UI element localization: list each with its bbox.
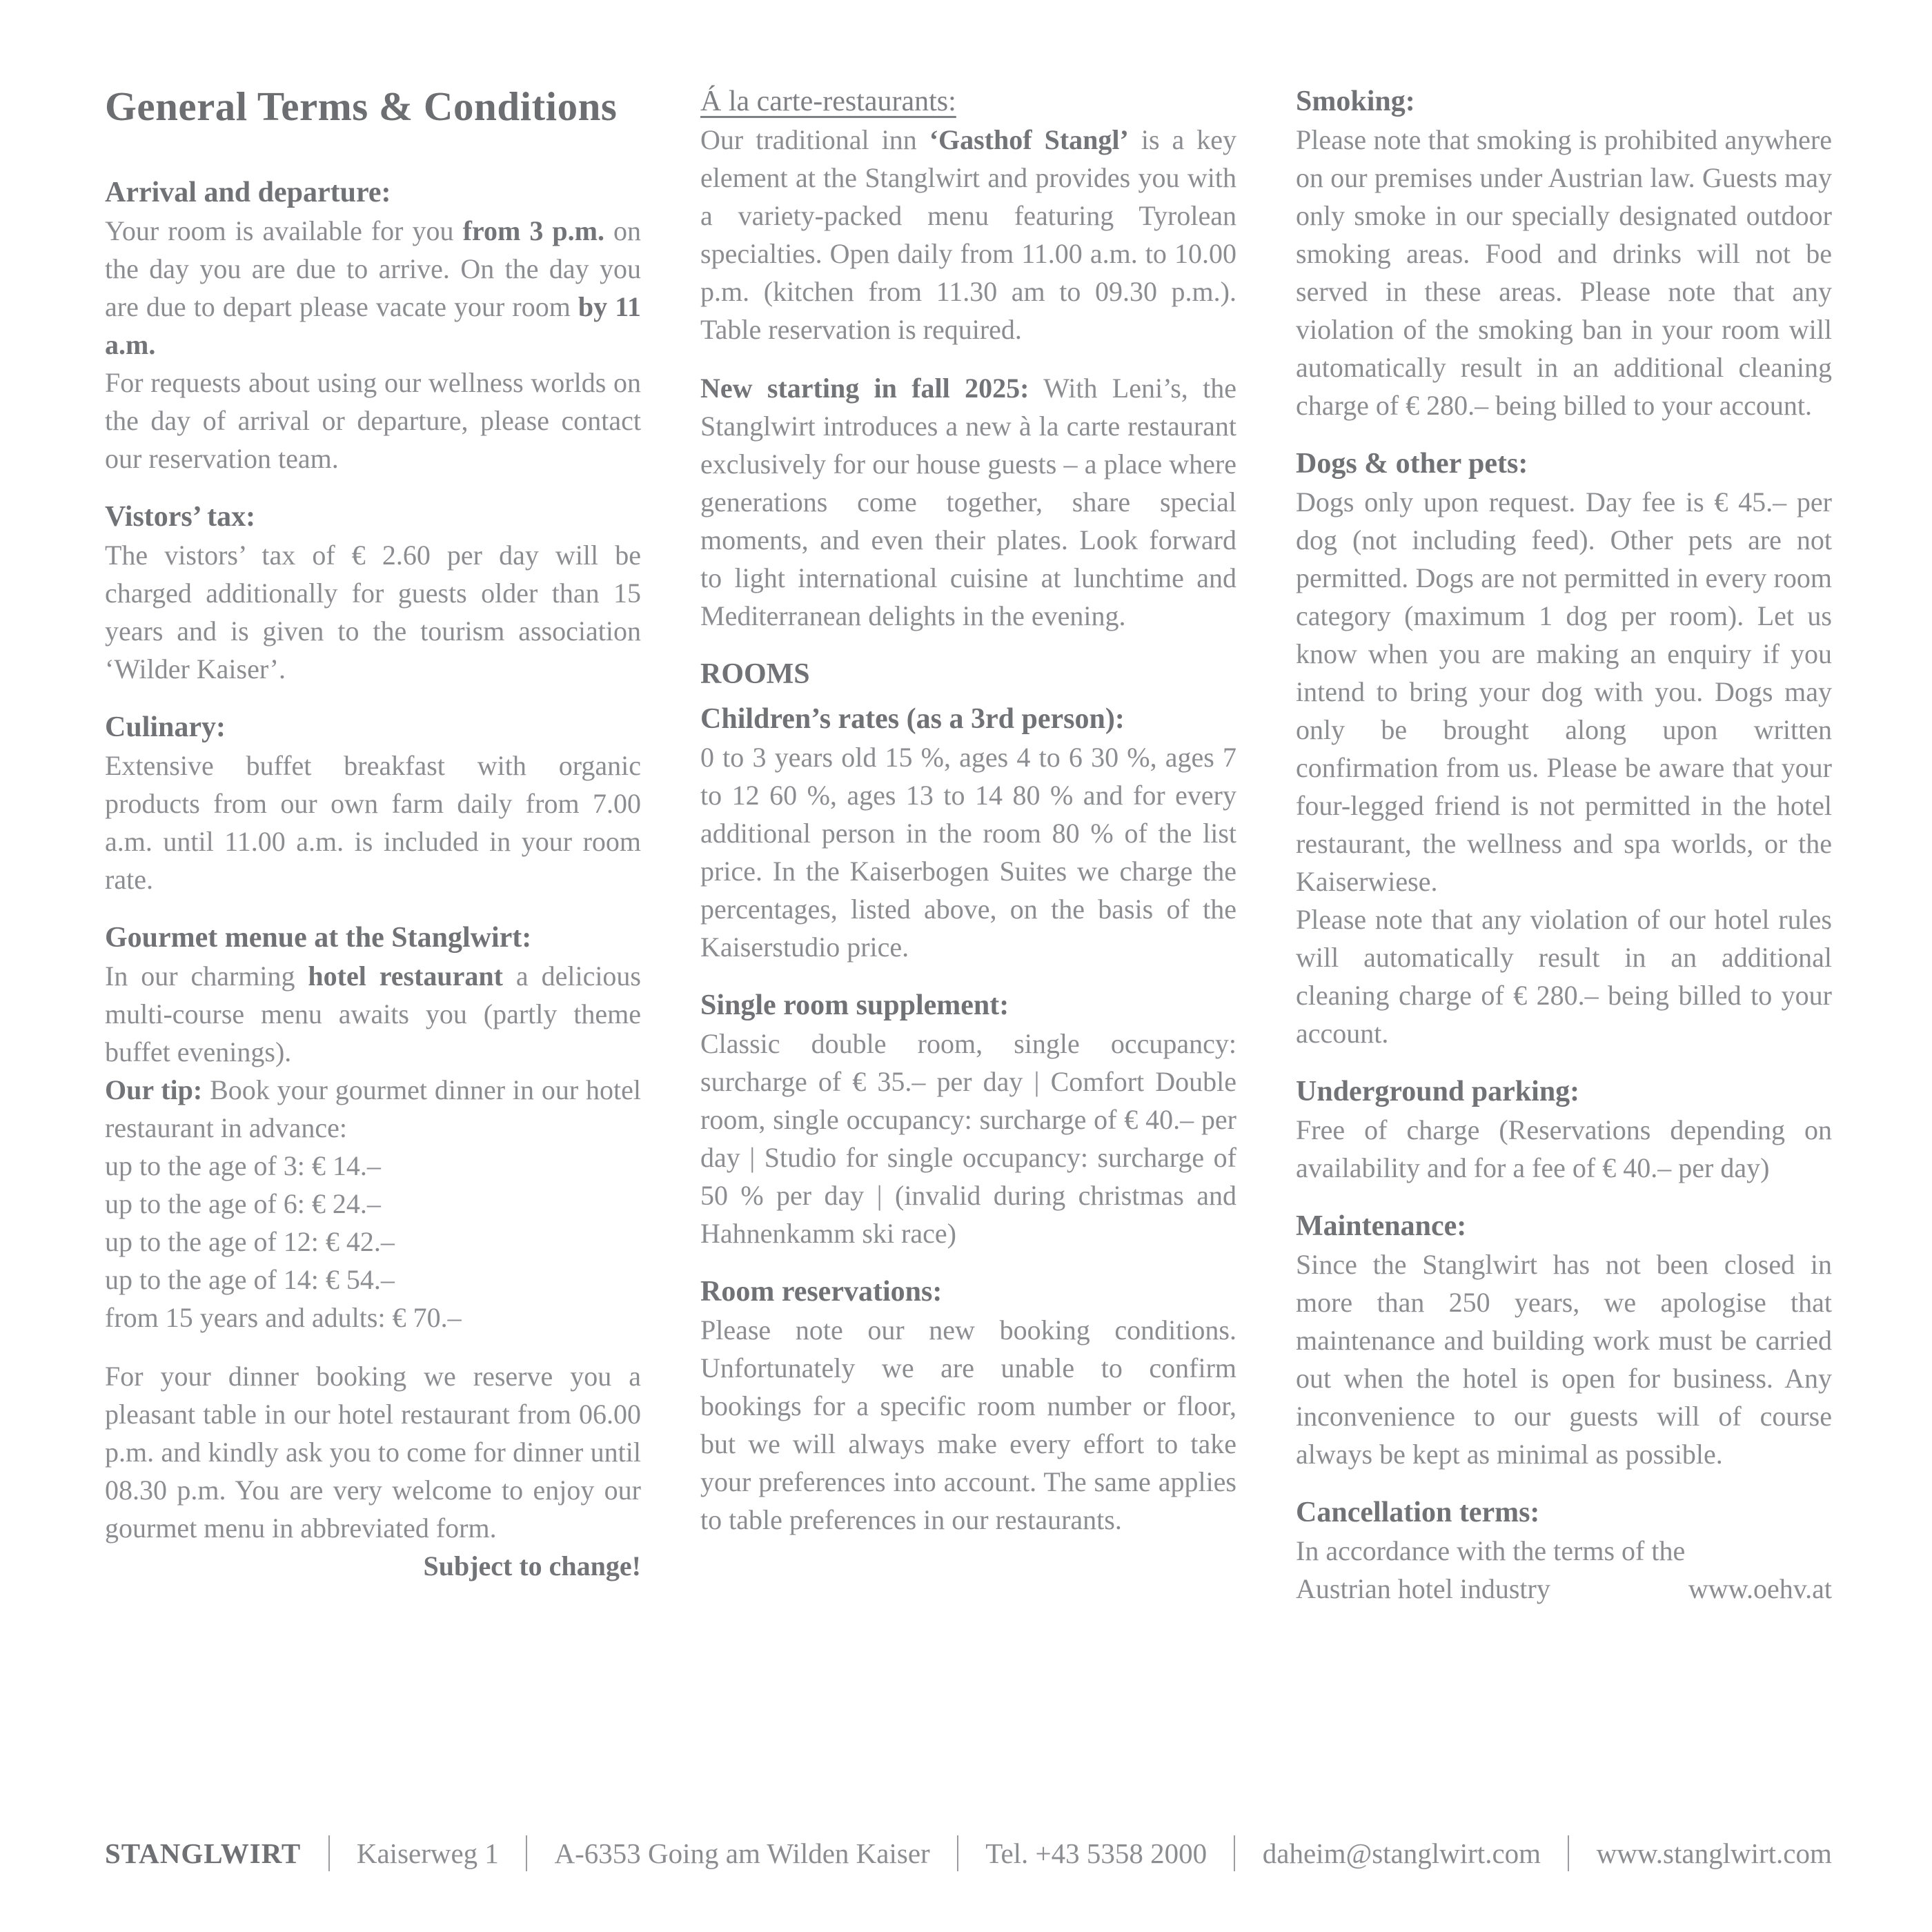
separator-bar xyxy=(526,1835,527,1871)
section-heading: Gourmet menue at the Stanglwirt: xyxy=(105,921,532,954)
terms-columns xyxy=(105,83,1832,1608)
section-heading-underlined: Á la carte-restaurants: xyxy=(700,86,956,117)
body-text: Dogs only upon request. Day fee is € 45.– per dog (not including feed). Other pets are not permitted. Dogs are not permitted in every room category (maximum 1 dog per room). Let us know when you are making an enquiry if you intend to bring your dog with you. Dogs may only be brought along upon written confirmation from us. Please be aware that your four-legged friend is not permitted in the hotel restaurant, the wellness and spa worlds, or the Kaiserwiese. xyxy=(1296,486,1832,897)
list-line: from 15 years and adults: € 70.– xyxy=(105,1301,462,1333)
body-text: Since the Stanglwirt has not been closed in more than 250 years, we apologise that maintenance and building work must be carried out when the hotel is open for business. Any inconvenience to our guests will of course always be kept as minimal as possible. xyxy=(1296,1249,1832,1470)
paragraph xyxy=(1296,483,1832,900)
paragraph xyxy=(700,738,1236,966)
paragraph xyxy=(700,1025,1236,1252)
separator-bar xyxy=(1568,1835,1569,1871)
body-text: Your room is available for you xyxy=(105,215,463,246)
bold-text: New starting in fall 2025: xyxy=(700,373,1029,404)
section-heading: Underground parking: xyxy=(1296,1076,1580,1107)
column-1 xyxy=(105,83,641,1608)
footer-phone: Tel. +43 5358 2000 xyxy=(985,1837,1208,1869)
footer-address-street: Kaiserweg 1 xyxy=(356,1837,499,1869)
bold-text: ‘Gasthof Stangl’ xyxy=(929,124,1129,155)
section-heading: Dogs & other pets: xyxy=(1296,448,1528,480)
paragraph xyxy=(1296,121,1832,424)
paragraph xyxy=(700,121,1236,348)
list-line: up to the age of 14: € 54.– xyxy=(105,1263,395,1295)
paragraph xyxy=(105,364,641,477)
paragraph xyxy=(700,369,1236,635)
body-text: Classic double room, single occupancy: surcharge of € 35.– per day | Comfort Double room, single occupancy: surcharge of € 40.– per day | Studio for single occupancy: surcharge of 50 % per day | (invalid during christmas and Hahnenkamm ski race) xyxy=(700,1028,1236,1249)
paragraph xyxy=(1296,1111,1832,1187)
section-heading: Maintenance: xyxy=(1296,1210,1467,1242)
body-text: 0 to 3 years old 15 %, ages 4 to 6 30 %, ages 7 to 12 60 %, ages 13 to 14 80 % and for every additional person in the room 80 % of the list price. In the Kaiserbogen Suites we charge the percentages, listed above, on the basis of the Kaiserstudio price. xyxy=(700,742,1236,963)
page-title: General Terms & Conditions xyxy=(105,83,618,129)
separator-bar xyxy=(957,1835,958,1871)
footer-website[interactable]: www.stanglwirt.com xyxy=(1596,1837,1832,1869)
list-line: up to the age of 12: € 42.– xyxy=(105,1225,395,1257)
section-heading: Cancellation terms: xyxy=(1296,1497,1540,1528)
split-line xyxy=(1296,1570,1832,1608)
paragraph xyxy=(105,212,641,364)
body-text: In our charming xyxy=(105,960,308,992)
section-heading: Culinary: xyxy=(105,711,226,743)
paragraph xyxy=(105,1071,641,1147)
bold-text: from 3 p.m. xyxy=(462,215,604,246)
bold-text: by 11 a.m. xyxy=(105,290,641,360)
section-heading: Room reservations: xyxy=(700,1276,943,1308)
section-heading: Vistors’ tax: xyxy=(105,500,256,533)
bold-text: hotel restaurant xyxy=(308,960,504,992)
list-line: up to the age of 3: € 14.– xyxy=(105,1150,381,1181)
body-text: on the day you are due to arrive. On the day you are due to depart please vacate your room xyxy=(105,215,642,322)
list-line: up to the age of 6: € 24.– xyxy=(105,1187,381,1219)
body-text: Please note that any violation of our hotel rules will automatically result in an additional cleaning charge of € 280.– being billed to your account. xyxy=(1296,904,1832,1049)
section-heading: ROOMS xyxy=(700,658,810,690)
body-text: is a key element at the Stanglwirt and provides you with a variety-packed menu featuring Tyrolean specialties. Open daily from 11.00 a.m. to 10.00 p.m. (kitchen from 11.30 am to 09.30 p.m.). Table reservation is required. xyxy=(700,124,1237,345)
body-text: Extensive buffet breakfast with organic products from our own farm daily from 7.00 a.m. until 11.00 a.m. is included in your room rate. xyxy=(105,749,641,895)
body-text: For requests about using our wellness worlds on the day of arrival or departure, please contact our reservation team. xyxy=(105,366,641,474)
body-text: Book your gourmet dinner in our hotel restaurant in advance: xyxy=(105,1074,642,1143)
body-text: The vistors’ tax of € 2.60 per day will be charged additionally for guests older than 15 years and is given to the tourism association ‘Wilder Kaiser’. xyxy=(105,539,641,684)
body-text: With Leni’s, the Stanglwirt introduces a new à la carte restaurant exclusively for our house guests – a place where generations come together, share special moments, and even their plates. Look forward to light international cuisine at lunchtime and Mediterranean delights in the evening. xyxy=(700,373,1236,631)
body-text: a delicious multi-course menu awaits you (partly theme buffet evenings). xyxy=(105,960,642,1067)
separator-bar xyxy=(1234,1835,1235,1871)
column-2 xyxy=(700,83,1236,1608)
paragraph xyxy=(1296,900,1832,1052)
footer-address-city: A-6353 Going am Wilden Kaiser xyxy=(554,1837,930,1869)
paragraph xyxy=(105,536,641,688)
price-list xyxy=(1296,1532,1832,1570)
paragraph xyxy=(105,747,641,898)
body-text: Our traditional inn xyxy=(700,124,929,155)
paragraph xyxy=(1296,1245,1832,1473)
body-text: Please note our new booking conditions. Unfortunately we are unable to confirm bookings for a specific room number or floor, but we will always make every effort to take your preferences into account. The same applies to table preferences in our restaurants. xyxy=(700,1314,1236,1535)
oehv-link[interactable]: www.oehv.at xyxy=(1688,1573,1832,1604)
column-3 xyxy=(1296,83,1832,1608)
paragraph xyxy=(105,1357,641,1581)
footer-contact-line xyxy=(105,1835,1832,1871)
paragraph xyxy=(105,957,641,1071)
bold-text: Our tip: xyxy=(105,1074,203,1105)
footer-brand: STANGLWIRT xyxy=(105,1837,302,1869)
right-aligned-note: Subject to change! xyxy=(423,1550,641,1581)
body-text: Austrian hotel industry xyxy=(1296,1573,1550,1604)
footer-email[interactable]: daheim@stanglwirt.com xyxy=(1262,1837,1541,1869)
section-heading: Smoking: xyxy=(1296,86,1415,117)
paragraph xyxy=(700,1311,1236,1539)
section-heading: Children’s rates (as a 3rd person): xyxy=(700,703,1125,735)
section-heading: Single room supplement: xyxy=(700,989,1009,1021)
list-line: In accordance with the terms of the xyxy=(1296,1535,1686,1566)
body-text: For your dinner booking we reserve you a pleasant table in our hotel restaurant from 06.00 p.m. and kindly ask you to come for dinner until 08.30 p.m. You are very welcome to enjoy our gourmet menu in abbreviated form. xyxy=(105,1360,641,1544)
price-list xyxy=(105,1147,641,1337)
section-heading: Arrival and departure: xyxy=(105,176,391,208)
separator-bar xyxy=(328,1835,330,1871)
body-text: Free of charge (Reservations depending on availability and for a fee of € 40.– per day) xyxy=(1296,1114,1832,1183)
body-text: Please note that smoking is prohibited anywhere on our premises under Austrian law. Guests may only smoke in our specially designated outdoor smoking areas. Food and drinks will not be served in these areas. Please note that any violation of the smoking ban in your room will automatically result in an additional cleaning charge of € 280.– being billed to your account. xyxy=(1296,124,1832,421)
